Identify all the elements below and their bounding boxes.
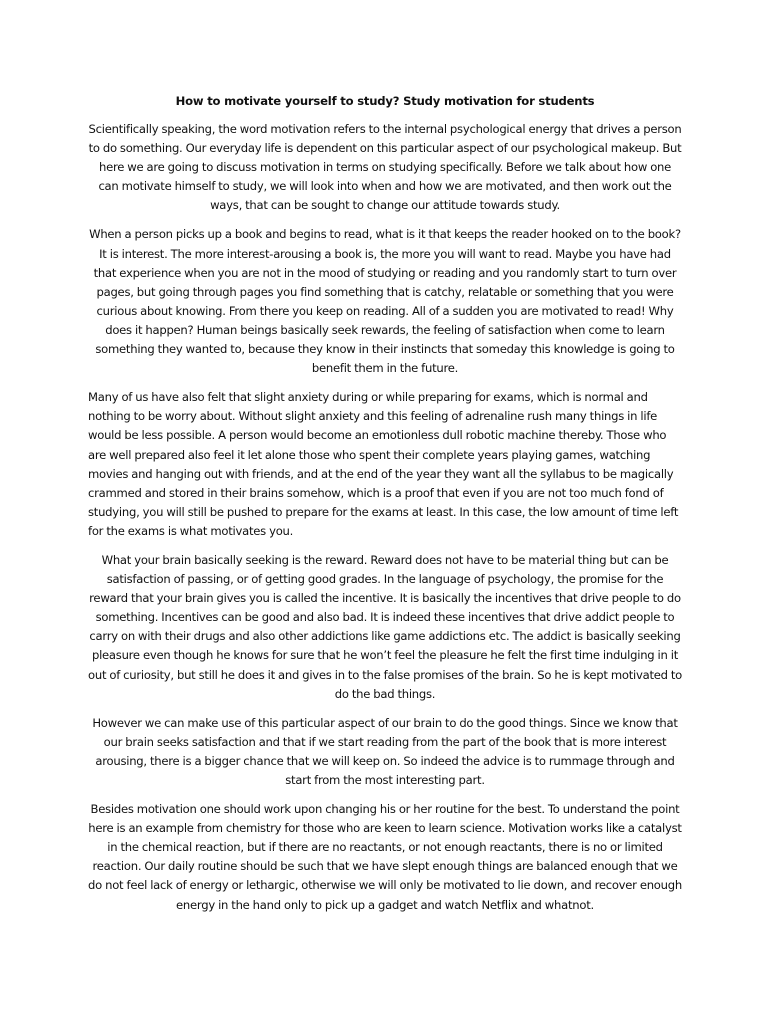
paragraph-reward: What your brain basically seeking is the reward. Reward does not have to be material thing but can be satisfaction of passing, or of getting good grades. In the language of psychology, the promise for the reward that your brain gives you is called the incentive. It is basically the incentives that drive people to do something. Incentives can be good and also bad. It is indeed these incentives that drive addict people to carry on with their drugs and also other addictions like game addictions etc. The addict is basically seeking pleasure even though he knows for sure that he won’t feel the pleasure he felt the first time indulging in it out of curiosity, but still he does it and gives in to the false promises of the brain. So he is kept motivated to do the bad things. [88,552,683,701]
paragraph-motivation-definition: Scientifically speaking, the word motivation refers to the internal psychological energy that drives a person to do something. Our everyday life is dependent on this particular aspect of our psychological makeup. But here we are going to discuss motivation in terms on studying specifically. Before we talk about how one can motivate himself to study, we will look into when and how we are motivated, and then work out the ways, that can be sought to change our attitude towards study. [88,122,682,213]
document-title: How to motivate yourself to study? Study motivation for students [175,94,595,108]
paragraph-interest: When a person picks up a book and begins to read, what is it that keeps the reader hooked on to the book? It is interest. The more interest-arousing a book is, the more you will want to read. Maybe you have had that experience when you are not in the mood of studying or reading and you randomly start to turn over pages, but going through pages you find something that is catchy, relatable or something that you were curious about knowing. From there you keep on reading. All of a sudden you are motivated to read! Why does it happen? Human beings basically seek rewards, the feeling of satisfaction when come to learn something they wanted to, because they know in their instincts that someday this knowledge is going to benefit them in the future. [89,227,681,376]
paragraph-anxiety: Many of us have also felt that slight anxiety during or while preparing for exams, which is normal and nothing to be worry about. Without slight anxiety and this feeling of adrenaline rush many things in life would be less possible. A person would become an emotionless dull robotic machine thereby. Those who are well prepared also feel it let alone those who spent their complete years playing games, watching movies and hanging out with friends, and at the end of the year they want all the syllabus to be magically crammed and stored in their brains somehow, which is a proof that even if you are not too much fond of studying, you will still be pushed to prepare for the exams at least. In this case, the low amount of time left for the exams is what motivates you. [88,390,679,538]
paragraph-good-things: However we can make use of this particular aspect of our brain to do the good things. Since we know that our brain seeks satisfaction and that if we start reading from the part of the book that is more interest arousing, there is a bigger chance that we will keep on. So indeed the advice is to rummage through and start from the most interesting part. [92,715,678,787]
paragraph-routine: Besides motivation one should work upon changing his or her routine for the best. To understand the point here is an example from chemistry for those who are keen to learn science. Motivation works like a catalyst in the chemical reaction, but if there are no reactants, or not enough reactants, there is no or limited reaction. Our daily routine should be such that we have slept enough things are balanced enough that we do not feel lack of energy or lethargic, otherwise we will only be motivated to lie down, and recover enough energy in the hand only to pick up a gadget and watch Netflix and whatnot. [88,802,682,912]
